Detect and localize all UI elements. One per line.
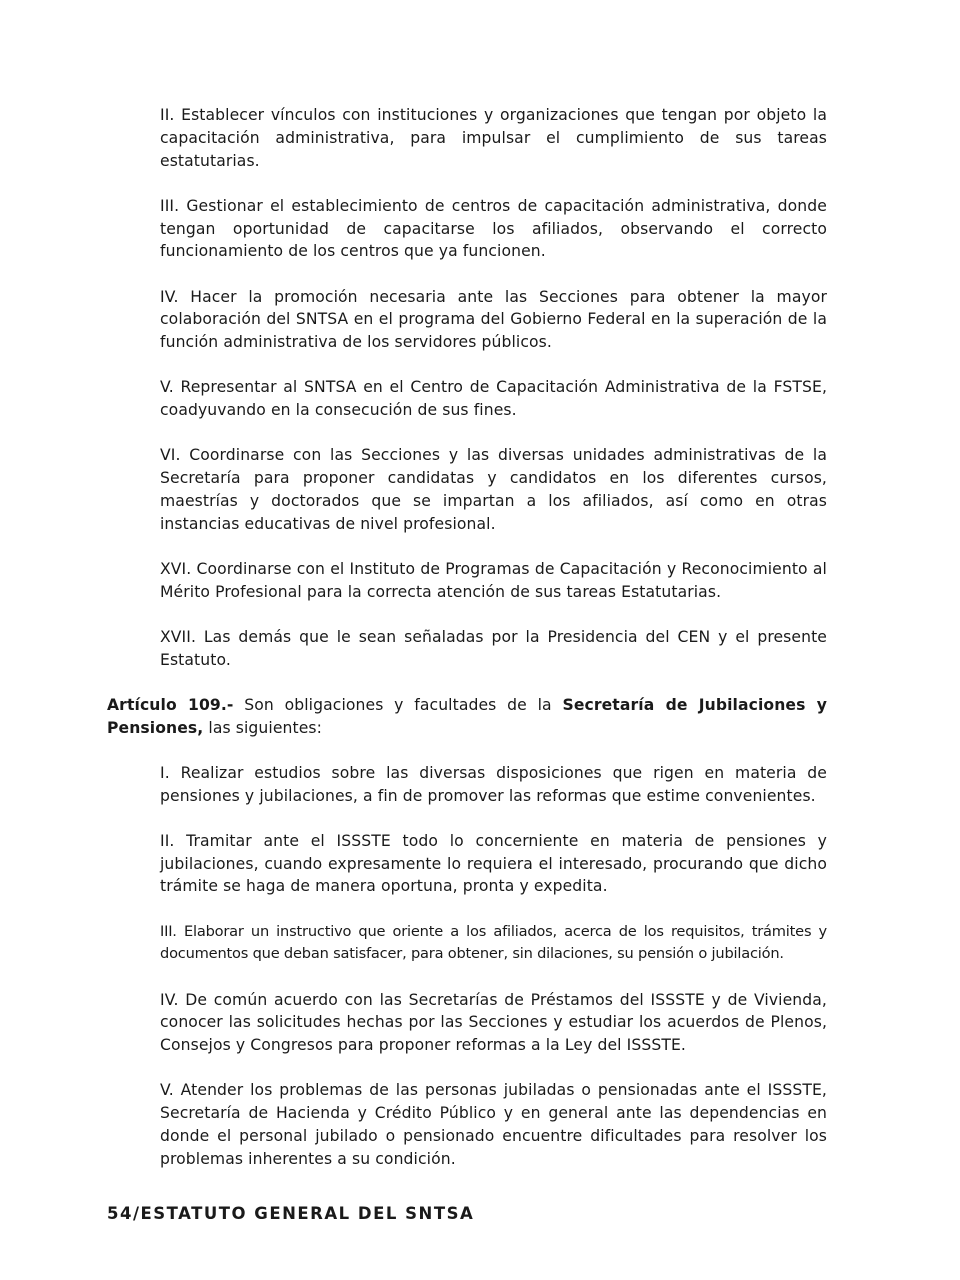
list-item: V. Representar al SNTSA en el Centro de Capacitación Administrativa de la FSTSE, coadyuvando en la consecución de sus fines. bbox=[160, 378, 827, 420]
list-item: III. Gestionar el establecimiento de centros de capacitación administrativa, donde tengan oportunidad de capacitarse los afiliados, observando el correcto funcionamiento de los centros que ya funcionen. bbox=[160, 196, 827, 261]
list-item: IV. Hacer la promoción necesaria ante las Secciones para obtener la mayor colaboración del SNTSA en el programa del Gobierno Federal en la superación de la función administrativa de los servidores públicos. bbox=[160, 287, 827, 352]
page-footer: 54/ESTATUTO GENERAL DEL SNTSA bbox=[107, 1204, 475, 1223]
list-item: VI. Coordinarse con las Secciones y las diversas unidades administrativas de la Secretaría para proponer candidatas y candidatos en los diferentes cursos, maestrías y doctorados que se impartan a los afiliados, así como en otras instancias educativas de nivel profesional. bbox=[160, 446, 827, 533]
article-label: Artículo 109.- bbox=[107, 695, 234, 714]
list-item: XVI. Coordinarse con el Instituto de Programas de Capacitación y Reconocimiento al Mérito Profesional para la correcta atención de sus tareas Estatutarias. bbox=[160, 559, 827, 601]
article-text-after: las siguientes: bbox=[203, 718, 323, 737]
list-item: XVII. Las demás que le sean señaladas por la Presidencia del CEN y el presente Estatuto. bbox=[160, 627, 827, 669]
article-text-before: Son obligaciones y facultades de la bbox=[233, 695, 563, 714]
list-item: II. Establecer vínculos con instituciones y organizaciones que tengan por objeto la capacitación administrativa, para impulsar el cumplimiento de sus tareas estatutarias. bbox=[160, 106, 827, 170]
article-entity: Secretaría de Jubilaciones y Pensiones, bbox=[107, 695, 827, 737]
article-109-heading bbox=[107, 694, 827, 740]
list-item: III. Elaborar un instructivo que oriente a los afiliados, acerca de los requisitos, trámites y documentos que deban satisfacer, para obtener, sin dilaciones, su pensión o jubilación. bbox=[160, 922, 827, 963]
list-item: I. Realizar estudios sobre las diversas disposiciones que rigen en materia de pensiones y jubilaciones, a fin de promover las reformas que estime convenientes. bbox=[160, 763, 827, 805]
list-item: IV. De común acuerdo con las Secretarías de Préstamos del ISSSTE y de Vivienda, conocer las solicitudes hechas por las Secciones y estudiar los acuerdos de Plenos, Consejos y Congresos para proponer reformas a la Ley del ISSSTE. bbox=[160, 990, 827, 1055]
list-item: II. Tramitar ante el ISSSTE todo lo concerniente en materia de pensiones y jubilaciones, cuando expresamente lo requiera el interesado, procurando que dicho trámite se haga de manera oportuna, pronta y expedita. bbox=[160, 831, 827, 896]
list-item: V. Atender los problemas de las personas jubiladas o pensionadas ante el ISSSTE, Secretaría de Hacienda y Crédito Público y en general ante las dependencias en donde el personal jubilado o pensionado encuentre dificultades para resolver los problemas inherentes a su condición. bbox=[160, 1081, 827, 1168]
page-content bbox=[107, 104, 827, 1171]
